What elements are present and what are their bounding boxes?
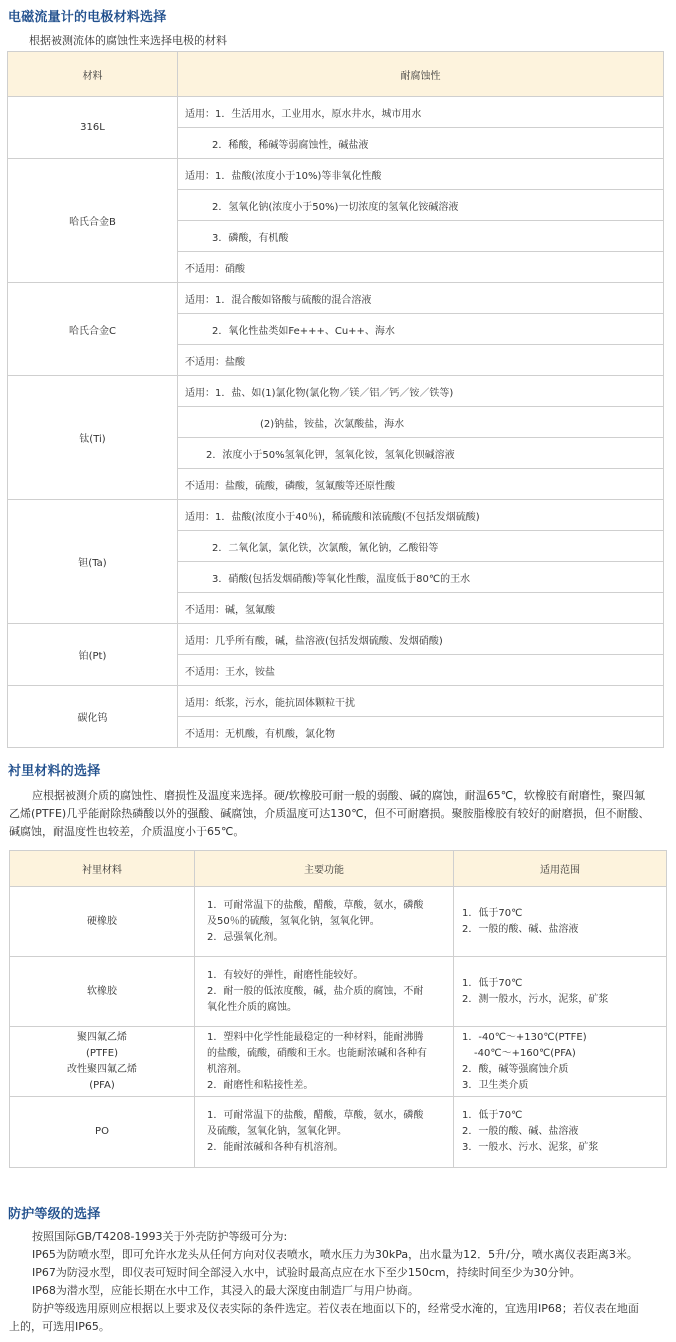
scope-line: 2．一般的酸、碱、盐溶液	[462, 923, 579, 935]
table-row	[8, 159, 664, 190]
corrosion-line: 适用：几乎所有酸，碱，盐溶液(包括发烟硫酸、发烟硝酸)	[178, 624, 664, 655]
corrosion-line: (2)钠盐，铵盐，次氯酸盐，海水	[178, 407, 664, 438]
corrosion-line: 2．稀酸，稀碱等弱腐蚀性，碱盐液	[178, 128, 664, 159]
function-line: 机溶剂。	[207, 1063, 247, 1075]
section2-para-line: 碱腐蚀，耐温度性也较差，介质温度小于65℃。	[9, 825, 245, 838]
corrosion-line: 不适用：碱，氢氟酸	[178, 593, 664, 624]
section1-intro: 根据被测流体的腐蚀性来选择电极的材料	[29, 34, 227, 47]
function-line: 1．有较好的弹性，耐磨性能较好。	[207, 969, 364, 981]
corrosion-line: 2．二氧化氯，氯化铁，次氯酸，氰化钠，乙酸铅等	[178, 531, 664, 562]
function-cell	[195, 887, 454, 957]
scope-line: 2．一般的酸、碱、盐溶液	[462, 1126, 579, 1137]
scope-line: 3．卫生类介质	[462, 1079, 529, 1091]
corrosion-line: 2．氢氧化钠(浓度小于50%)一切浓度的氢氧化铵碱溶液	[178, 190, 664, 221]
scope-line: 1．低于70℃	[462, 977, 523, 989]
lining-name: PO	[95, 1126, 109, 1137]
material-cell: 钽(Ta)	[8, 500, 178, 624]
material-cell: 哈氏合金B	[8, 159, 178, 283]
section2-title: 衬里材料的选择	[8, 764, 101, 779]
corrosion-line: 适用：1．盐、如(1)氯化物(氯化物／镁／铝／钙／铵／铁等)	[178, 376, 664, 407]
corrosion-line: 不适用：盐酸	[178, 345, 664, 376]
corrosion-line: 3．硝酸(包括发烟硝酸)等氧化性酸，温度低于80℃的王水	[178, 562, 664, 593]
table-row	[8, 283, 664, 314]
material-cell: 哈氏合金C	[8, 283, 178, 376]
scope-cell	[454, 1097, 667, 1168]
function-line: 2．耐磨性和粘接性差。	[207, 1079, 314, 1091]
scope-line: -40℃～+160℃(PFA)	[474, 1047, 576, 1059]
lining-cell	[10, 1097, 195, 1168]
section3-line: 上的，可选用IP65。	[9, 1320, 110, 1333]
lining-name: 聚四氟乙烯	[77, 1031, 127, 1043]
corrosion-line: 不适用：王水，铵盐	[178, 655, 664, 686]
corrosion-line: 不适用：硝酸	[178, 252, 664, 283]
electrode-material-table	[7, 51, 664, 748]
section3-line: 按照国际GB/T4208-1993关于外壳防护等级可分为:	[32, 1230, 288, 1243]
scope-line: 1．低于70℃	[462, 907, 523, 919]
function-line: 氧化性介质的腐蚀。	[207, 1001, 297, 1013]
function-line: 1．可耐常温下的盐酸，醋酸，草酸，氨水，磷酸	[207, 899, 424, 911]
scope-line: 2．测一般水，污水，泥浆，矿浆	[462, 993, 609, 1005]
section3-line: IP68为潜水型，应能长期在水中工作，其浸入的最大深度由制造厂与用户协商。	[32, 1284, 419, 1297]
corrosion-line: 适用：1．生活用水，工业用水，原水井水，城市用水	[178, 97, 664, 128]
lining-name: (PTFE)	[85, 1047, 118, 1059]
corrosion-line: 2．氧化性盐类如Fe+++、Cu++、海水	[178, 314, 664, 345]
table-row	[8, 376, 664, 407]
corrosion-line: 不适用：盐酸，硫酸，磷酸，氢氟酸等还原性酸	[178, 469, 664, 500]
scope-line: 3．一般水、污水、泥浆，矿浆	[462, 1142, 599, 1153]
corrosion-line: 适用：1．盐酸(浓度小于40％)，稀硫酸和浓硫酸(不包括发烟硫酸)	[178, 500, 664, 531]
table-row	[8, 500, 664, 531]
scope-line: 1．-40℃～+130℃(PTFE)	[462, 1031, 587, 1043]
table-header-row	[8, 52, 664, 97]
material-cell: 316L	[8, 97, 178, 159]
material-cell: 铂(Pt)	[8, 624, 178, 686]
lining-cell	[10, 957, 195, 1027]
section3-line: IP67为防浸水型，即仪表可短时间全部浸入水中，试验时最高点应在水下至少150cm，持续时间至少为30分钟。	[32, 1266, 581, 1279]
corrosion-line: 2．浓度小于50%氢氧化钾，氢氧化铵，氢氧化钡碱溶液	[178, 438, 664, 469]
table-header-row	[10, 851, 667, 887]
table-row	[10, 957, 667, 1027]
lining-name: (PFA)	[89, 1079, 115, 1091]
scope-line: 1．低于70℃	[462, 1110, 523, 1121]
scope-cell	[454, 1027, 667, 1097]
material-cell: 碳化钨	[8, 686, 178, 748]
function-line: 2．忌强氧化剂。	[207, 931, 284, 943]
lining-material-table	[9, 850, 667, 1168]
table-row	[10, 1097, 667, 1168]
function-cell	[195, 1027, 454, 1097]
header-lining: 衬里材料	[10, 851, 195, 887]
function-cell	[195, 957, 454, 1027]
corrosion-line: 3．磷酸，有机酸	[178, 221, 664, 252]
header-material: 材料	[8, 52, 178, 97]
lining-name: 软橡胶	[87, 985, 117, 997]
header-function: 主要功能	[195, 851, 454, 887]
corrosion-line: 不适用：无机酸，有机酸，氯化物	[178, 717, 664, 748]
section1-title: 电磁流量计的电极材料选择	[8, 10, 167, 25]
lining-cell	[10, 887, 195, 957]
material-cell: 钛(Ti)	[8, 376, 178, 500]
lining-name: 改性聚四氟乙烯	[67, 1063, 137, 1075]
lining-name: 硬橡胶	[87, 915, 117, 927]
scope-cell	[454, 957, 667, 1027]
function-line: 2．能耐浓碱和各种有机溶剂。	[207, 1142, 344, 1153]
function-line: 1．可耐常温下的盐酸，醋酸，草酸，氨水，磷酸	[207, 1110, 424, 1121]
section2-para-line: 应根据被测介质的腐蚀性、磨损性及温度来选择。硬/软橡胶可耐一般的弱酸、碱的腐蚀，耐温65℃，软橡胶有耐磨性，聚四氟	[32, 789, 646, 802]
header-scope: 适用范围	[454, 851, 667, 887]
section2-para-line: 乙烯(PTFE)几乎能耐除热磷酸以外的强酸、碱腐蚀，介质温度可达130℃，但不可耐磨损。聚胺脂橡胶有较好的耐磨损，但不耐酸、	[9, 807, 650, 820]
function-line: 的盐酸，硫酸，硝酸和王水。也能耐浓碱和各种有	[207, 1047, 427, 1059]
function-line: 及50％的硫酸，氢氧化钠，氢氧化钾。	[207, 915, 380, 927]
function-line: 2．耐一般的低浓度酸，碱，盐介质的腐蚀，不耐	[207, 985, 424, 997]
section3-line: IP65为防喷水型，即可允许水龙头从任何方向对仪表喷水，喷水压力为30kPa，出水量为12．5升/分，喷水离仪表距离3米。	[32, 1248, 638, 1261]
table-row	[8, 97, 664, 128]
scope-line: 2．酸，碱等强腐蚀介质	[462, 1063, 569, 1075]
function-cell	[195, 1097, 454, 1168]
section3-line: 防护等级选用原则应根据以上要求及仪表实际的条件选定。若仪表在地面以下的，经常受水淹的，宜选用IP68；若仪表在地面	[32, 1302, 639, 1315]
table-row	[10, 887, 667, 957]
corrosion-line: 适用：纸浆，污水，能抗固体颗粒干扰	[178, 686, 664, 717]
scope-cell	[454, 887, 667, 957]
corrosion-line: 适用：1．盐酸(浓度小于10%)等非氧化性酸	[178, 159, 664, 190]
function-line: 1．塑料中化学性能最稳定的一种材料，能耐沸腾	[207, 1031, 424, 1043]
corrosion-line: 适用：1．混合酸如铬酸与硫酸的混合溶液	[178, 283, 664, 314]
header-corrosion: 耐腐蚀性	[178, 52, 664, 97]
table-row	[8, 686, 664, 717]
table-row	[10, 1027, 667, 1097]
function-line: 及硫酸，氢氧化钠，氢氧化钾。	[207, 1126, 347, 1137]
section3-title: 防护等级的选择	[8, 1207, 101, 1222]
lining-cell	[10, 1027, 195, 1097]
table-row	[8, 624, 664, 655]
